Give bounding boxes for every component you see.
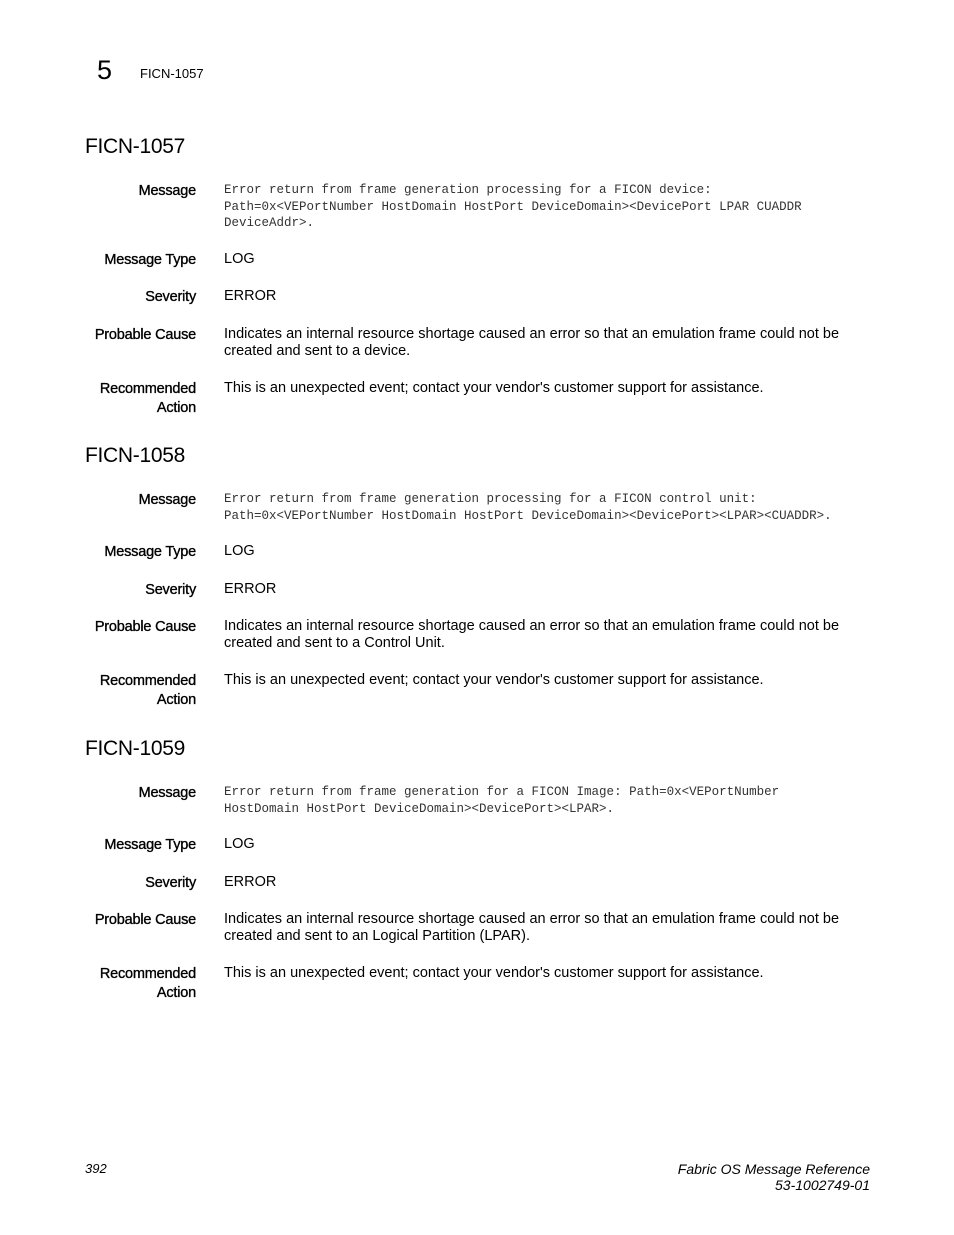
label-line: Recommended <box>99 381 196 397</box>
label-line: Action <box>156 985 196 1001</box>
page-number: 392 <box>85 1161 107 1176</box>
message-text <box>224 784 884 817</box>
probable-cause-label: Probable Cause <box>94 327 196 343</box>
message-text <box>224 182 884 232</box>
section-title: FICN-1059 <box>85 737 186 760</box>
message-type-label: Message Type <box>104 837 196 853</box>
message-label: Message <box>138 785 196 801</box>
probable-cause-value: Indicates an internal resource shortage caused an error so that an emulation frame could not be created and sent to an Logical Partition (LPAR). <box>224 911 840 944</box>
severity-label: Severity <box>145 582 196 598</box>
chapter-number: 5 <box>97 55 113 85</box>
message-label: Message <box>138 492 196 508</box>
severity-value: ERROR <box>224 581 277 597</box>
message-line: Error return from frame generation processing for a FICON device: <box>224 183 712 197</box>
document-number: 53-1002749-01 <box>775 1177 870 1193</box>
label-line: Recommended <box>99 966 196 982</box>
recommended-action-label <box>16 672 196 710</box>
label-line: Action <box>156 692 196 708</box>
message-label: Message <box>138 183 196 199</box>
message-line: Path=0x<VEPortNumber HostDomain HostPort DeviceDomain><DevicePort><LPAR><CUADDR>. <box>224 508 832 523</box>
message-type-label: Message Type <box>104 544 196 560</box>
document-footer <box>678 1161 870 1193</box>
severity-value: ERROR <box>224 874 277 890</box>
probable-cause-value: Indicates an internal resource shortage caused an error so that an emulation frame could not be created and sent to a device. <box>224 326 840 359</box>
message-line: Error return from frame generation for a FICON Image: Path=0x<VEPortNumber <box>224 785 780 799</box>
message-line: DeviceAddr>. <box>224 216 315 230</box>
recommended-action-label <box>16 380 196 418</box>
probable-cause-value: Indicates an internal resource shortage caused an error so that an emulation frame could not be created and sent to a Control Unit. <box>224 618 840 651</box>
severity-value: ERROR <box>224 288 277 304</box>
severity-label: Severity <box>145 875 196 891</box>
probable-cause-label: Probable Cause <box>94 912 196 928</box>
label-line: Action <box>156 400 196 416</box>
message-text <box>224 491 884 524</box>
severity-label: Severity <box>145 289 196 305</box>
document-title: Fabric OS Message Reference <box>677 1161 870 1177</box>
recommended-action-label <box>16 965 196 1003</box>
probable-cause-label: Probable Cause <box>94 619 196 635</box>
message-type-value: LOG <box>224 251 255 267</box>
message-line: Path=0x<VEPortNumber HostDomain HostPort DeviceDomain><DevicePort LPAR CUADDR <box>224 199 802 214</box>
label-line: Recommended <box>99 673 196 689</box>
message-line: HostDomain HostPort DeviceDomain><DevicePort><LPAR>. <box>224 801 615 816</box>
recommended-action-value: This is an unexpected event; contact your vendor's customer support for assistance. <box>224 965 764 981</box>
message-line: Error return from frame generation processing for a FICON control unit: <box>224 492 757 506</box>
recommended-action-value: This is an unexpected event; contact your vendor's customer support for assistance. <box>224 672 764 688</box>
section-title: FICN-1058 <box>85 444 186 467</box>
message-type-label: Message Type <box>104 252 196 268</box>
running-header: FICN-1057 <box>140 66 204 81</box>
message-type-value: LOG <box>224 836 255 852</box>
section-title: FICN-1057 <box>85 135 186 158</box>
recommended-action-value: This is an unexpected event; contact your vendor's customer support for assistance. <box>224 380 764 396</box>
message-type-value: LOG <box>224 543 255 559</box>
